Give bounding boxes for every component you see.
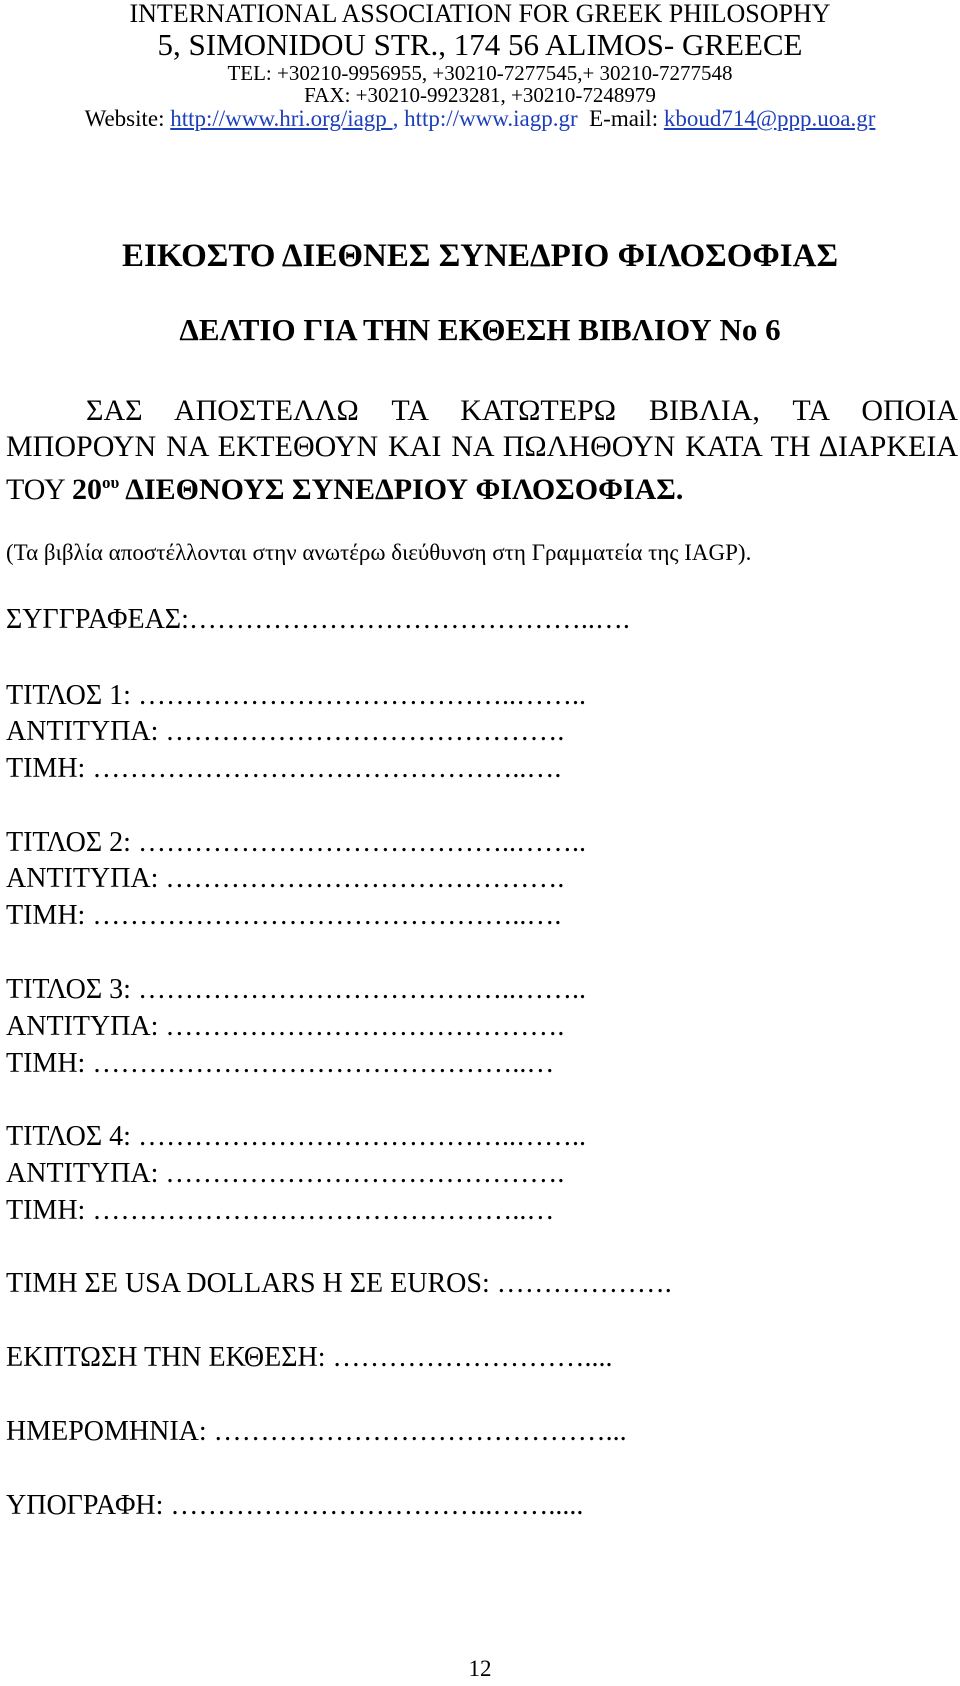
org-fax: FAX: +30210-9923281, +30210-7248979	[304, 83, 656, 108]
website-link-hri[interactable]: http://www.hri.org/iagp	[170, 105, 393, 131]
price-2-field: ΤΙΜΗ: ………………………………………..….	[6, 900, 562, 931]
signature-field: ΥΠΟΓΡΑΦΗ: ……………………………..…….....	[6, 1490, 584, 1521]
discount-field: ΕΚΠΤΩΣΗ ΤΗΝ ΕΚΘΕΣΗ: ………………………....	[6, 1342, 613, 1373]
page-number: 12	[468, 1656, 492, 1681]
author-field: ΣΥΓΓΡΑΦΕΑΣ:……………………………………..….	[6, 604, 630, 635]
document-title: ΕΙΚΟΣΤΟ ΔΙΕΘΝΕΣ ΣΥΝΕΔΡΙΟ ΦΙΛΟΣΟΦΙΑΣ	[121, 238, 839, 274]
title-2-field: ΤΙΤΛΟΣ 2: …………………………………..……..	[6, 827, 586, 858]
copies-2-field: ΑΝΤΙΤΥΠΑ: …………………………………….	[6, 863, 565, 894]
org-address: 5, SIMONIDOU STR., 174 56 ALIMOS- GREECE	[157, 27, 803, 63]
email-link[interactable]: kboud714@ppp.uoa.gr	[663, 105, 876, 131]
document-subtitle: ΔΕΛΤΙΟ ΓΙΑ ΤΗΝ ΕΚΘΕΣΗ ΒΙΒΛΙΟΥ Νο 6	[179, 312, 781, 347]
price-3-field: ΤΙΜΗ: ………………………………………..…	[6, 1048, 555, 1079]
title-1-field: ΤΙΤΛΟΣ 1: …………………………………..……..	[6, 680, 586, 711]
title-3-field: ΤΙΤΛΟΣ 3: …………………………………..……..	[6, 974, 586, 1005]
org-telephone: TEL: +30210-9956955, +30210-7277545,+ 30210-7277548	[227, 60, 733, 85]
date-field: ΗΜΕΡΟΜΗΝΙΑ: ……………………………………...	[6, 1416, 627, 1447]
intro-text: ΣΑΣ ΑΠΟΣΤΕΛΛΩ ΤΑ ΚΑΤΩΤΕΡΩ ΒΙΒΛΙΑ, ΤΑ ΟΠΟΙΑ ΜΠΟΡΟΥΝ ΝΑ ΕΚΤΕΘΟΥΝ ΚΑΙ ΝΑ ΠΩΛΗΘΟΥΝ ΚΑΤΑ ΤΗ ΔΙΑΡΚΕΙΑ ΤΟΥ	[6, 394, 958, 506]
website-label: Website:	[84, 105, 171, 131]
price-1-field: ΤΙΜΗ: ………………………………………..….	[6, 753, 562, 784]
letterhead	[0, 0, 960, 132]
copies-3-field: ΑΝΤΙΤΥΠΑ: …………………………………….	[6, 1011, 565, 1042]
website-link-iagp[interactable]: http://www.iagp.gr	[404, 105, 578, 131]
intro-paragraph	[6, 393, 958, 508]
title-4-field: ΤΙΤΛΟΣ 4: …………………………………..……..	[6, 1121, 586, 1152]
copies-1-field: ΑΝΤΙΤΥΠΑ: …………………………………….	[6, 716, 565, 747]
shipping-note: (Τα βιβλία αποστέλλονται στην ανωτέρω διεύθυνση στη Γραμματεία της IAGP).	[6, 540, 752, 565]
currency-field: ΤΙΜΗ ΣΕ USA DOLLARS Η ΣΕ EUROS: ……………….	[6, 1268, 672, 1299]
org-web-line	[0, 107, 960, 132]
email-label: E-mail:	[577, 105, 664, 131]
org-name: INTERNATIONAL ASSOCIATION FOR GREEK PHILOSOPHY	[129, 0, 831, 28]
price-4-field: ΤΙΜΗ: ………………………………………..…	[6, 1195, 555, 1226]
copies-4-field: ΑΝΤΙΤΥΠΑ: …………………………………….	[6, 1158, 565, 1189]
website-separator: ,	[392, 105, 405, 131]
intro-number: 20	[72, 473, 103, 506]
intro-bold-tail: ΔΙΕΘΝΟΥΣ ΣΥΝΕΔΡΙΟΥ ΦΙΛΟΣΟΦΙΑΣ.	[119, 473, 684, 506]
intro-ordinal-suffix: ου	[102, 473, 120, 492]
